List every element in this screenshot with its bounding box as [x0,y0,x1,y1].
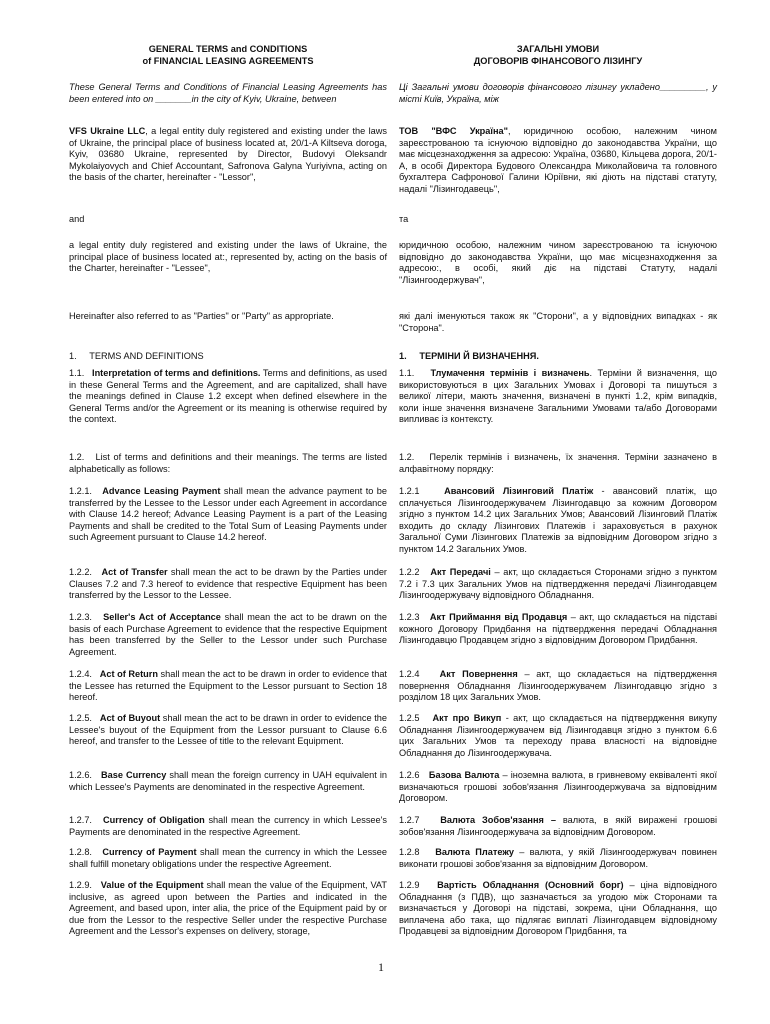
clause-term: Акт про Викуп [432,713,502,723]
title-en-line1: GENERAL TERMS and CONDITIONS [148,44,308,54]
clause-text: - авансовий платіж, що сплачується Лізингоодержувачем Лізингодавцю за кожним Договором згідно з пунктом 14.2 цих Загальних Умов; Авансовий Лізинговий Платіж входить до складу Лізингових Платежів і зараховується в рахунок Загальної Суми Лізингових Платежів за відповідним Договором згідно з пунктом 14.2 Загальних Умов. [399,486,717,554]
clause-number: 1.2. [69,452,85,462]
clause-1-2-5-en [69,713,387,748]
lessor-ua [399,126,717,196]
clause-number: 1.2.8 [399,847,420,857]
clause-1-2-1-ua [399,486,717,556]
clause-text: shall mean the value of the Equipment, VAT inclusive, as agreed upon between the Parties and indicated in the Agreement, and based upon, inter alia, the price of the Equipment paid by or due from the Lessor to the respective Seller under the respective Purchase Agreement and the Lessor's expenses on delivery, storage, [69,880,387,937]
clause-text: shall mean the currency in which Lessee's Payments are denominated in the respective Agreement. [69,815,387,837]
clause-text: Перелік термінів і визначень, їх значення. Терміни зазначено в алфавітному порядку: [399,452,717,474]
clause-1-2-9-ua [399,880,717,938]
clause-1-2-8-en [69,847,387,870]
clause-number: 1.2.2 [399,567,420,577]
clause-number: 1.2.2. [69,567,92,577]
clause-number: 1.1. [399,368,415,378]
clause-1-2-6-en [69,770,387,793]
clause-term: Авансовий Лізинговий Платіж [444,486,594,496]
clause-term: Act of Buyout [99,713,161,723]
clause-term: Base Currency [101,770,167,780]
clause-term: Currency of Obligation [103,815,205,825]
clause-term: Currency of Payment [102,847,197,857]
clause-1-2-ua [399,452,717,475]
clause-text: List of terms and definitions and their meanings. The terms are listed alphabetically as follows: [69,452,387,474]
clause-text: shall mean the act to be drawn on the basis of each Purchase Agreement to evidence that the respective Equipment has been transferred by the Seller to the Lessor under such Purchase Agreement. [69,612,387,657]
clause-number: 1.2.7. [69,815,92,825]
clause-number: 1.2.3. [69,612,92,622]
clause-text: shall mean the currency in which the Lessee shall fulfill monetary obligations under the respective Agreement. [69,847,387,869]
clause-1-2-3-ua [399,612,717,647]
title-en-line2: of FINANCIAL LEASING AGREEMENTS [142,55,314,66]
clause-text: валюта, в якій виражені грошові зобов'язання Лізингоодержувача за відповідним Договором. [399,815,717,837]
clause-1-2-7-ua [399,815,717,838]
title-ua-line2: ДОГОВОРІВ ФІНАНСОВОГО ЛІЗИНГУ [473,55,643,66]
clause-text: shall mean the act to be drawn in order to evidence the Lessee's buyout of the Equipment from the Lessor pursuant to Clause 6.6 hereof, and transfer to the Lessee of title to the relevant Equipment. [69,713,387,747]
clause-number: 1.2.4 [399,669,420,679]
clause-text: - акт, що складається на підтвердження викупу Обладнання Лізингоодержувачем від Лізингодавця згідно з пунктом 6.6 цих Загальних Умов та переходу права власності на відповідне Обладнання до Лізингоодержувача. [399,713,717,758]
lessee-ua: юридичною особою, належним чином зареєстрованою та існуючою відповідно до законодавства України, що має місцезнаходження за адресою:, в особі, який діє на підставі Статуту, надалі "Лізингоодержувач", [399,240,717,285]
clause-number: 1.2.7 [399,815,420,825]
clause-text: – валюта, у якій Лізингоодержувач повинен виконати грошові зобов'язання за відповідним Договором. [399,847,717,869]
clause-number: 1.2.1 [399,486,420,496]
clause-text: – іноземна валюта, в гривневому еквіваленті якої визначаються грошові зобов'язання Лізингоодержувача за відповідним Договором. [399,770,717,804]
title-ua [399,44,717,67]
clause-number: 1.2. [399,452,415,462]
clause-1-1-en [69,368,387,426]
lessor-en [69,126,387,184]
clause-term: Seller's Act of Acceptance [103,612,221,622]
clause-1-2-2-en [69,567,387,602]
clause-text: Terms and definitions, as used in these General Terms and the Agreement, and are capitalized, shall have the meanings defined in Clause 1.2 except when defined elsewhere in the General Terms and/or the Agreement or its meaning is otherwise required by the context. [69,368,388,425]
and-ua: та [399,214,409,224]
clause-1-2-1-en [69,486,387,544]
title-ua-line1: ЗАГАЛЬНІ УМОВИ [516,44,600,54]
clause-1-2-4-ua [399,669,717,704]
clause-term: Value of the Equipment [100,880,204,890]
parties-ua: які далі іменуються також як "Сторони", а у відповідних випадках - як "Сторона". [399,311,717,333]
clause-1-2-4-en [69,669,387,704]
clause-1-2-6-ua [399,770,717,805]
lessor-ua-text: , юридичною особою, належним чином зареєстрованою та існуючою відповідно до законодавства України, що має місцезнаходження за адресою: Україна, 03680, Кільцева дорога, 20/1-А, в особі Директора Будового Олександра Миколайовича та головного бухгалтера Сафронової Галини Юріївни, які діють на підставі статуту, надалі "Лізингодавець", [399,126,717,194]
parties-en: Hereinafter also referred to as "Parties" or "Party" as appropriate. [69,311,334,321]
clause-1-2-7-en [69,815,387,838]
clause-text: – акт, що складається на підставі кожного Договору Придбання на підтвердження передачі Обладнання Лізингодавцю Продавцем згідно з відповідним Договором Придбання. [399,612,717,646]
clause-text: shall mean the act to be drawn by the Parties under Clauses 7.2 and 7.3 hereof to evidence that respective Equipment has been transferred by the Lessor to the Lessee. [69,567,387,601]
clause-term: Тлумачення термінів і визначень [430,368,590,378]
intro-ua: Ці Загальні умови договорів фінансового лізингу укладено_________, у місті Київ, Україна, між [399,82,717,104]
clause-number: 1.2.6. [69,770,92,780]
clause-term: Валюта Платежу [435,847,514,857]
clause-number: 1.2.3 [399,612,420,622]
lessor-ua-name: ТОВ "ВФС Україна" [399,126,508,136]
intro-en: These General Terms and Conditions of Financial Leasing Agreements has been entered into on _______in the city of Kyiv, Ukraine, between [69,82,387,104]
clause-term: Акт Приймання від Продавця [429,612,568,622]
clause-number: 1.2.5 [399,713,420,723]
clause-text: shall mean the foreign currency in UAH equivalent in which Lessee's Payments are denominated in the respective Agreement. [69,770,387,792]
clause-term: Вартість Обладнання (Основний борг) [437,880,624,890]
clause-term: Advance Leasing Payment [102,486,221,496]
clause-number: 1.2.9 [399,880,420,890]
section-1-heading-en: 1. TERMS AND DEFINITIONS [69,351,204,361]
clause-term: Interpretation of terms and definitions. [92,368,261,378]
clause-number: 1.1. [69,368,85,378]
clause-term: Act of Transfer [101,567,168,577]
page-number: 1 [378,960,384,974]
clause-1-2-5-ua [399,713,717,759]
and-en: and [69,214,85,224]
clause-term: Базова Валюта [428,770,500,780]
clause-1-1-ua [399,368,717,426]
section-1-heading-ua: 1. ТЕРМІНИ Й ВИЗНАЧЕННЯ. [399,351,539,361]
lessee-en: a legal entity duly registered and existing under the laws of Ukraine, the principal place of business located at:, represented by, acting on the basis of the Charter, hereinafter - "Lessee", [69,240,387,274]
clause-term: Act of Return [99,669,158,679]
clause-number: 1.2.4. [69,669,92,679]
title-en [69,44,387,67]
clause-text: – ціна відповідного Обладнання (з ПДВ), що зазначається за угодою між Сторонами та визначається у Договорі на підставі, зокрема, ціни Обладнання, що виплачена або така, що підлягає виплаті Лізингодавцем відповідному Продавцеві за відповідним Договором Придбання, та [399,880,717,937]
clause-text: shall mean the advance payment to be transferred by the Lessee to the Lessor under each Agreement in accordance with Clause 14.2 hereof; Advance Leasing Payment is a part of the Leasing Payments and shall be credited to the Total Sum of Leasing Payments under such Agreement pursuant to Clause 14.2 hereof. [69,486,388,543]
lessor-en-name: VFS Ukraine LLC [69,126,146,136]
clause-term: Акт Повернення [439,669,518,679]
clause-number: 1.2.8. [69,847,92,857]
clause-1-2-en [69,452,387,475]
clause-1-2-3-en [69,612,387,658]
lessor-en-text: , a legal entity duly registered and existing under the laws of Ukraine, the principal place of business located at, 20/1-A Kiltseva doroga, Kyiv, 03680 Ukraine, represented by Director, Budovyi Oleksandr Mykolaiyovych and Chief Accountant, Safronova Galyna Yuriyivna, acting on the basis of the charter, hereinafter - "Lessor", [69,126,387,183]
clause-1-2-2-ua [399,567,717,602]
clause-1-2-8-ua [399,847,717,870]
clause-text: – акт, що складається Сторонами згідно з пунктом 7.2 і 7.3 цих Загальних Умов на підтвердження передачі Лізингодавцем Лізингоодержувачу відповідного Обладнання. [399,567,717,601]
clause-number: 1.2.9. [69,880,92,890]
clause-term: Валюта Зобов'язання – [440,815,556,825]
clause-number: 1.2.6 [399,770,420,780]
clause-text: . Терміни й визначення, що використовуються в цих Загальних Умовах і Договорі та пишуться з великої літери, мають значення, визначені в пункті 1.2, крім випадків, коли інше значення визначене Загальними Умовами та/або Договорами випливає із контексту. [399,368,717,425]
clause-1-2-9-en [69,880,387,938]
clause-term: Акт Передачі [430,567,491,577]
clause-number: 1.2.1. [69,486,92,496]
clause-number: 1.2.5. [69,713,92,723]
clause-text: shall mean the act to be drawn in order to evidence that the Lessee has returned the Equipment to the Lessor pursuant to Section 18 hereof. [69,669,387,703]
clause-text: – акт, що складається на підтвердження повернення Обладнання Лізингоодержувачем Лізингодавцю згідно з розділом 18 цих Загальних Умов. [399,669,717,703]
